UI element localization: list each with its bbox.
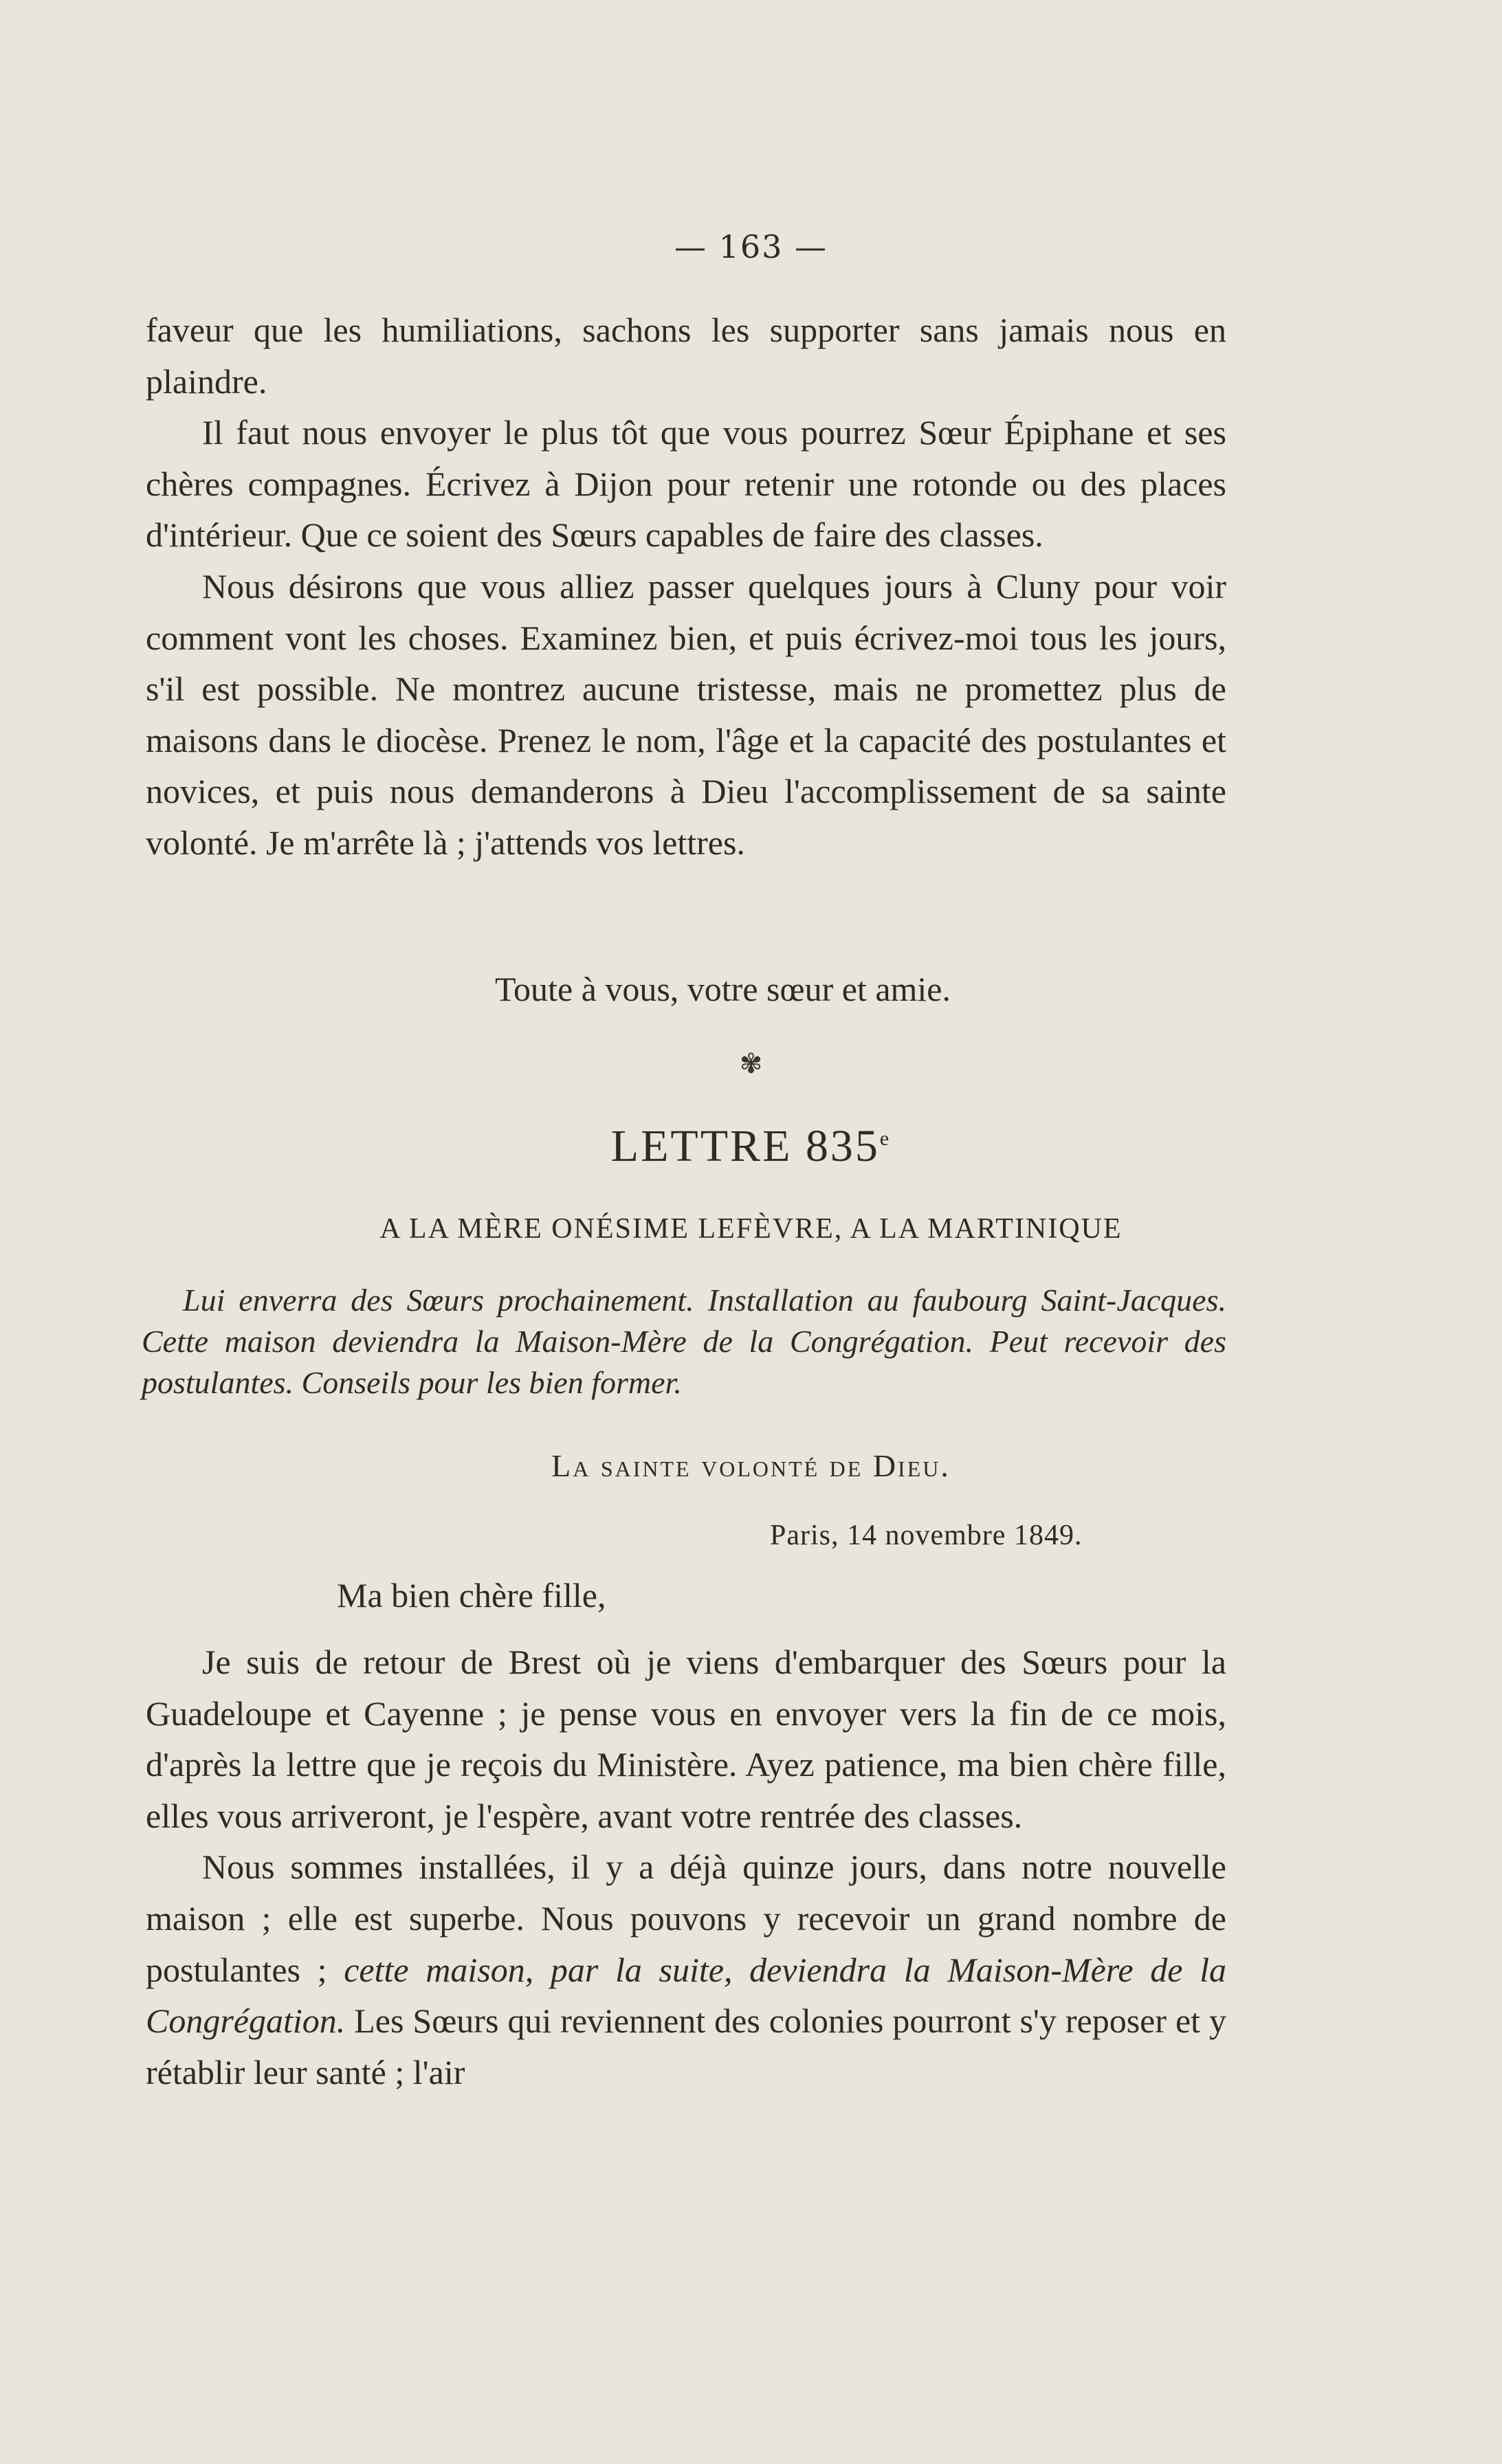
intro-paragraph-1: faveur que les humiliations, sachons les supporter sans jamais nous en plaindre. [146, 311, 1226, 401]
letter-summary: Lui enverra des Sœurs prochainement. Installation au faubourg Saint-Jacques. Cette maison deviendra la Maison-Mère de la Congrégation. Peut recevoir des postulantes. Conseils pour les bien former. [142, 1283, 1226, 1400]
intro-text [146, 304, 1226, 869]
intro-paragraph-3: Nous désirons que vous alliez passer quelques jours à Cluny pour voir comment vont les choses. Examinez bien, et puis écrivez-moi tous les jours, s'il est possible. Ne montrez aucune tristesse, mais ne promettez plus de maisons dans le diocèse. Prenez le nom, l'âge et la capacité des postulantes et novices, et puis nous demanderons à Dieu l'accomplissement de sa sainte volonté. Je m'arrête là ; j'attends vos lettres. [146, 566, 1226, 862]
page-number: — 163 — [674, 228, 828, 265]
letter-recipient: A LA MÈRE ONÉSIME LEFÈVRE, A LA MARTINIQUE [379, 1213, 1123, 1245]
letter-paragraph-2 [146, 1841, 1226, 2098]
letter-title [0, 1120, 1502, 1173]
letter-paragraph-2-italic: cette maison, par la suite, deviendra la Maison-Mère de la Congrégation. [146, 1950, 1226, 2041]
letter-title-text: LETTRE 835 [610, 1121, 880, 1171]
letter-body [146, 1636, 1226, 2098]
letter-salutation: Ma bien chère fille, [337, 1576, 606, 1614]
letter-motto: La sainte volonté de Dieu. [551, 1448, 951, 1483]
letter-paragraph-1: Je suis de retour de Brest où je viens d'embarquer des Sœurs pour la Guadeloupe et Cayenne ; je pense vous en envoyer vers la fin de ce mois, d'après la lettre que je reçois du Ministère. Ayez patience, ma bien chère fille, elles vous arriveront, je l'espère, avant votre rentrée des classes. [146, 1643, 1226, 1835]
letter-paragraph-2-end: Les Sœurs qui reviennent des colonies pourront s'y reposer et y rétablir leur santé ; l'air [146, 2001, 1226, 2091]
letter-paragraph-2-start: Nous sommes installées, il y a déjà quinze jours, dans notre nouvelle maison ; elle est superbe. Nous pouvons y recevoir un grand nombre de postulantes ; [146, 1847, 1226, 1989]
fleuron-ornament-icon: ✾ [739, 1048, 763, 1080]
closing-line: Toute à vous, votre sœur et amie. [495, 970, 951, 1008]
letter-title-suffix: e [879, 1127, 892, 1150]
intro-paragraph-2: Il faut nous envoyer le plus tôt que vous pourrez Sœur Épiphane et ses chères compagnes. Écrivez à Dijon pour retenir une rotonde ou des places d'intérieur. Que ce soient des Sœurs capables de faire des classes. [146, 413, 1226, 555]
letter-dateline: Paris, 14 novembre 1849. [770, 1520, 1083, 1551]
